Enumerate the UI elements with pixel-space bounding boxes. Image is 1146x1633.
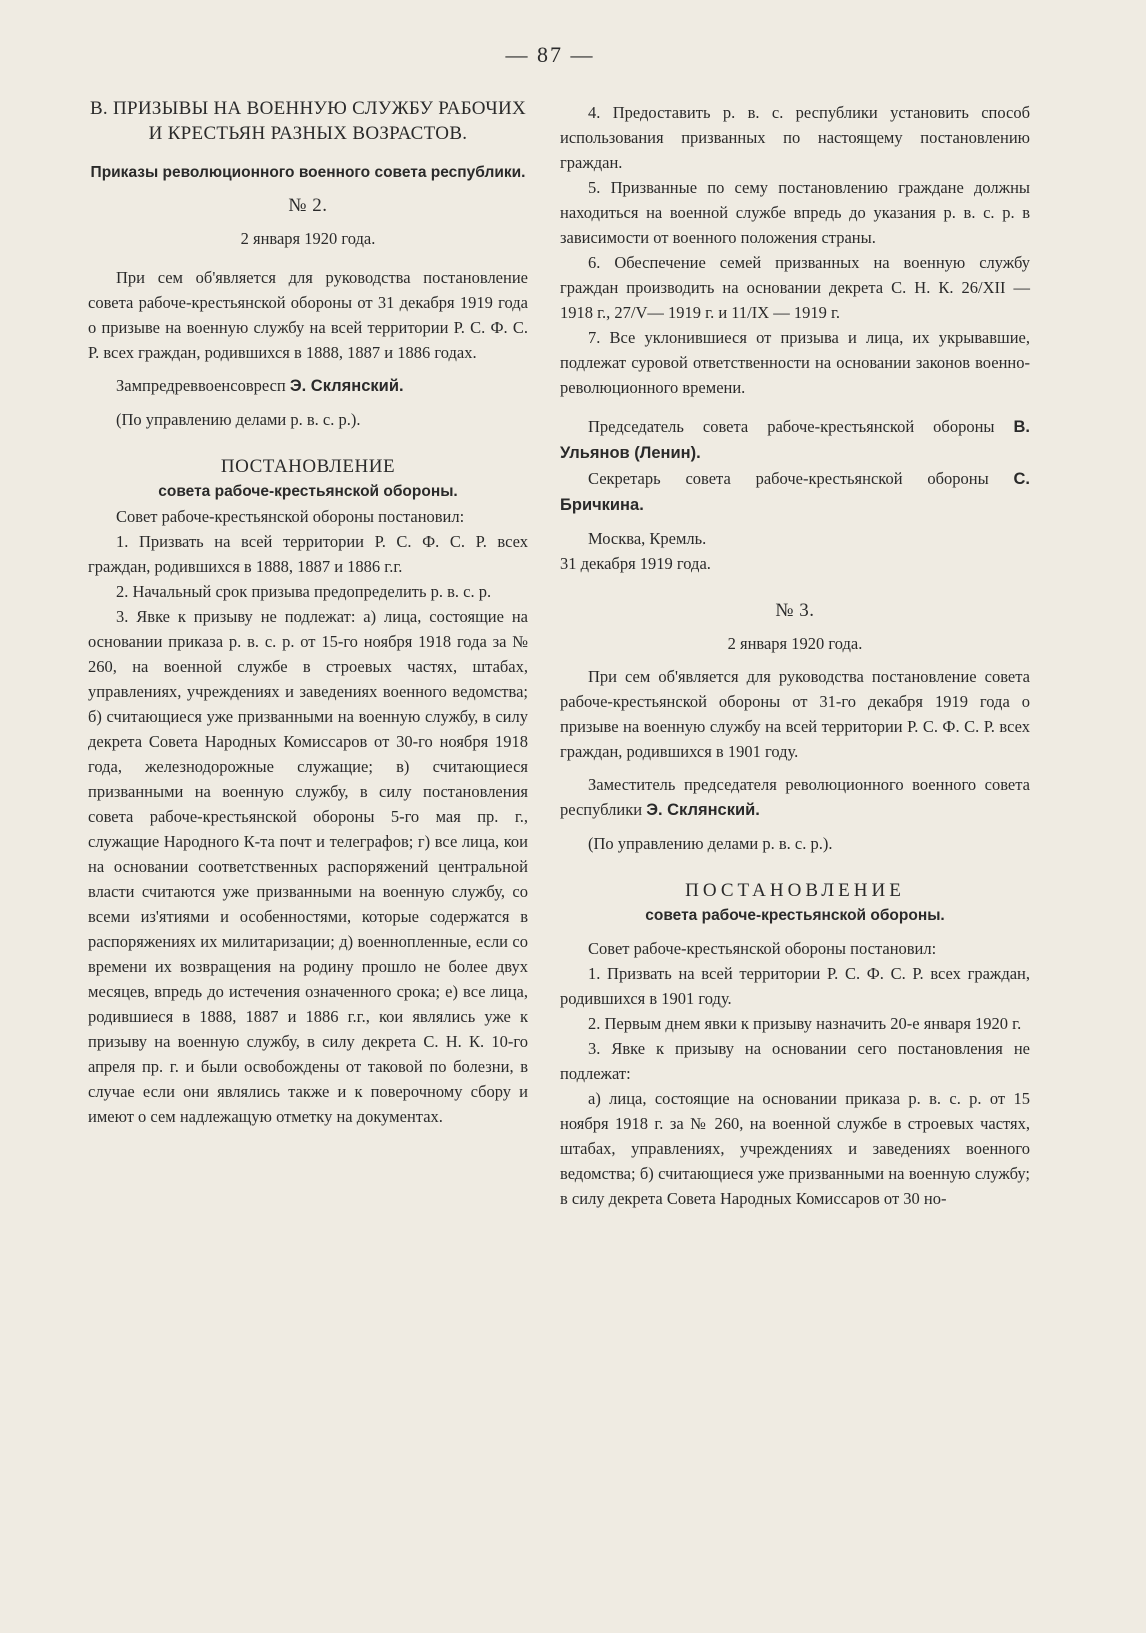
right-column (560, 100, 1030, 1211)
decree-item: 5. Призванные по сему постановлению граждане должны находиться на военной службе впредь до указания р. в. с. р. в зависимости от военного положения страны. (560, 178, 1030, 247)
decree2-item: а) лица, состоящие на основании приказа р. в. с. р. от 15 ноября 1918 г. за № 260, на военной службе в строевых частях, штабах, управлениях, учреждениях и заведениях военного ведомства; б) считающиеся уже призванными на военную службу; в силу декрета Совета Народных Комиссаров от 30 но- (560, 1089, 1030, 1208)
decree2-item: 1. Призвать на всей территории Р. С. Ф. С. Р. всех граждан, родившихся в 1901 году. (560, 964, 1030, 1008)
order3-date: 2 января 1920 года. (727, 634, 863, 653)
left-column (88, 96, 528, 1129)
order-date: 2 января 1920 года. (240, 229, 376, 248)
secretary-title: Секретарь совета рабоче-крестьянской обороны (588, 469, 989, 488)
section-title: В. ПРИЗЫВЫ НА ВОЕННУЮ СЛУЖБУ РАБОЧИХ И КРЕСТЬЯН РАЗНЫХ ВОЗРАСТОВ. (89, 98, 527, 144)
decree2-intro: Совет рабоче-крестьянской обороны постановил: (588, 939, 937, 958)
decree-item: 4. Предоставить р. в. с. республики установить способ использования призванных по настоящему постановлению граждан. (560, 103, 1030, 172)
decree-item: 6. Обеспечение семей призванных на военную службу граждан производить на основании декрета С. Н. К. 26/XII — 1918 г., 27/V— 1919 г. и 11/IX — 1919 г. (560, 253, 1030, 322)
secretary-name: С. Бричкина. (560, 470, 1030, 514)
decree-item: 7. Все уклонившиеся от призыва и лица, их укрывавшие, подлежат суровой ответственности на основании законов военно-революционного времени. (560, 328, 1030, 397)
order3-signature (560, 772, 1030, 823)
order-number: № 2. (288, 195, 328, 216)
decree2-item: 3. Явке к призыву на основании сего постановления не подлежат: (560, 1039, 1030, 1083)
page-number: — 87 — (505, 42, 595, 67)
decree-subtitle: совета рабоче-крестьянской обороны. (158, 483, 458, 500)
place: Москва, Кремль. (588, 529, 707, 548)
decree2-subtitle: совета рабоче-крестьянской обороны. (645, 907, 945, 924)
decree-title: ПОСТАНОВЛЕНИЕ (220, 456, 396, 477)
order3-note: (По управлению делами р. в. с. р.). (588, 834, 833, 853)
signer-title: Зампредреввоенсовресп (116, 376, 286, 395)
order-note: (По управлению делами р. в. с. р.). (116, 410, 361, 429)
place-date: 31 декабря 1919 года. (560, 554, 711, 573)
decree2-item: 2. Первым днем явки к призыву назначить 20-е января 1920 г. (588, 1014, 1022, 1033)
decree-item: 1. Призвать на всей территории Р. С. Ф. С. Р. всех граждан, родившихся в 1888, 1887 и 1886 г.г. (88, 532, 528, 576)
order3-number: № 3. (775, 600, 815, 621)
order3-text: При сем об'является для руководства постановление совета рабоче-крестьянской обороны от 31-го декабря 1919 года о призыве на военную службу на всей территории Р. С. Ф. С. Р. всех граждан, родившихся в 1901 году. (560, 667, 1030, 761)
orders-heading: Приказы революционного военного совета республики. (90, 164, 526, 181)
decree-item: 3. Явке к призыву не подлежат: а) лица, состоящие на основании приказа р. в. с. р. от 15-го ноября 1918 года за № 260, на военной службе в строевых частях, штабах, управлениях, учреждениях и заведениях военного ведомства; б) считающиеся уже призванными на военную службу, в силу декрета Совета Народных Комиссаров от 30-го ноября 1918 года, железнодорожные служащие; в) считающиеся призванными на военную службу, в силу постановления совета рабоче-крестьянской обороны 5-го мая пр. г., служащие Народного К-та почт и телеграфов; г) все лица, кои на основании соответственных распоряжений центральной власти считаются уже призванными на военную службу, со всеми из'ятиями и особенностями, которые содержатся в распоряжениях их милитаризации; д) военнопленные, если со времени их возвращения на родину прошло не более двух месяцев, впредь до истечения означенного срока; е) все лица, родившиеся в 1888, 1887 и 1886 г.г., кои являлись уже к призыву на военную службу, в силу декрета С. Н. К. 10-го апреля пр. г. и были освобождены от таковой по болезни, в случае если они являлись также и к поверочному сбору и имеют о сем надлежащую отметку на документах. (88, 607, 528, 1126)
signature-chair (560, 414, 1030, 466)
decree2-title: ПОСТАНОВЛЕНИЕ (685, 880, 905, 901)
order3-signer-name: Э. Склянский. (646, 801, 760, 819)
order-signature (88, 373, 528, 399)
order3-signer-title: Заместитель председателя революционного военного совета республики (560, 775, 1030, 819)
chair-title: Председатель совета рабоче-крестьянской обороны (588, 417, 995, 436)
chair-name: В. Ульянов (Ленин). (560, 418, 1030, 462)
signer-name: Э. Склянский. (289, 377, 404, 395)
decree-item: 2. Начальный срок призыва предопределить р. в. с. р. (116, 582, 492, 601)
order-text: При сем об'является для руководства постановление совета рабоче-крестьянской обороны от 31 декабря 1919 года о призыве на военную службу на всей территории Р. С. Ф. С. Р. всех граждан, родившихся в 1888, 1887 и 1886 годах. (88, 268, 528, 362)
signature-secretary (560, 466, 1030, 518)
decree-intro: Совет рабоче-крестьянской обороны постановил: (116, 507, 465, 526)
